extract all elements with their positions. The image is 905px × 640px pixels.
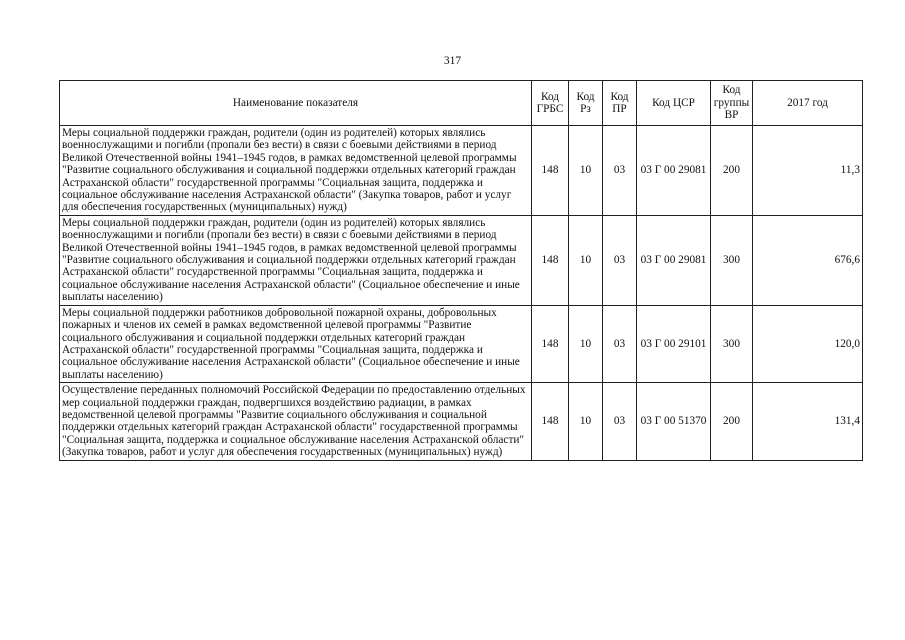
- row-amount: 120,0: [753, 305, 863, 382]
- row-rz: 10: [569, 383, 603, 460]
- row-pr: 03: [603, 383, 637, 460]
- row-amount: 11,3: [753, 126, 863, 216]
- row-rz: 10: [569, 305, 603, 382]
- row-pr: 03: [603, 215, 637, 305]
- row-amount: 676,6: [753, 215, 863, 305]
- header-vr: Код группы ВР: [711, 81, 753, 126]
- row-rz: 10: [569, 126, 603, 216]
- row-name: Меры социальной поддержки работников добровольной пожарной охраны, добровольных пожарных и членов их семей в рамках ведомственной целевой программы "Развитие социального обслуживания и социальной поддержки отдельных категорий граждан Астраханской области" государственной программы "Социальная защита, поддержка и социальное обслуживание населения Астраханской области" (Социальное обеспечение и иные выплаты населению): [60, 305, 532, 382]
- row-vr: 200: [711, 126, 753, 216]
- row-name: Осуществление переданных полномочий Российской Федерации по предоставлению отдельных мер социальной поддержки граждан, подвергшихся воздействию радиации, в рамках ведомственной целевой программы "Развитие социального обслуживания и социальной поддержки отдельных категорий граждан Астраханской области" государственной программы "Социальная защита, поддержка и социальное обслуживание населения Астраханской области" (Закупка товаров, работ и услуг для обеспечения государственных (муниципальных) нужд): [60, 383, 532, 460]
- header-row: [60, 81, 863, 126]
- header-year: 2017 год: [753, 81, 863, 126]
- row-amount: 131,4: [753, 383, 863, 460]
- page-number: 317: [443, 55, 462, 67]
- table-row: [60, 126, 863, 216]
- row-grbs: 148: [532, 215, 569, 305]
- row-grbs: 148: [532, 305, 569, 382]
- budget-table: [59, 80, 863, 461]
- header-name: Наименование показателя: [60, 81, 532, 126]
- row-csr: 03 Г 00 51370: [637, 383, 711, 460]
- row-grbs: 148: [532, 383, 569, 460]
- table-row: [60, 305, 863, 382]
- row-csr: 03 Г 00 29081: [637, 126, 711, 216]
- row-rz: 10: [569, 215, 603, 305]
- row-csr: 03 Г 00 29081: [637, 215, 711, 305]
- header-pr: Код ПР: [603, 81, 637, 126]
- row-name: Меры социальной поддержки граждан, родители (один из родителей) которых являлись военнослужащими и погибли (пропали без вести) в связи с боевыми действиями в период Великой Отечественной войны 1941–1945 годов, в рамках ведомственной целевой программы "Развитие социального обслуживания и социальной поддержки отдельных категорий граждан Астраханской области" государственной программы "Социальная защита, поддержка и социальное обслуживание населения Астраханской области" (Закупка товаров, работ и услуг для обеспечения государственных (муниципальных) нужд): [60, 126, 532, 216]
- table-row: [60, 383, 863, 460]
- row-vr: 300: [711, 305, 753, 382]
- row-csr: 03 Г 00 29101: [637, 305, 711, 382]
- header-csr: Код ЦСР: [637, 81, 711, 126]
- row-pr: 03: [603, 305, 637, 382]
- row-grbs: 148: [532, 126, 569, 216]
- header-rz: Код Рз: [569, 81, 603, 126]
- header-grbs: Код ГРБС: [532, 81, 569, 126]
- row-vr: 300: [711, 215, 753, 305]
- row-vr: 200: [711, 383, 753, 460]
- row-pr: 03: [603, 126, 637, 216]
- table-row: [60, 215, 863, 305]
- row-name: Меры социальной поддержки граждан, родители (один из родителей) которых являлись военнослужащими и погибли (пропали без вести) в связи с боевыми действиями в период Великой Отечественной войны 1941–1945 годов, в рамках ведомственной целевой программы "Развитие социального обслуживания и социальной поддержки отдельных категорий граждан Астраханской области" государственной программы "Социальная защита, поддержка и социальное обслуживание населения Астраханской области" (Социальное обеспечение и иные выплаты населению): [60, 215, 532, 305]
